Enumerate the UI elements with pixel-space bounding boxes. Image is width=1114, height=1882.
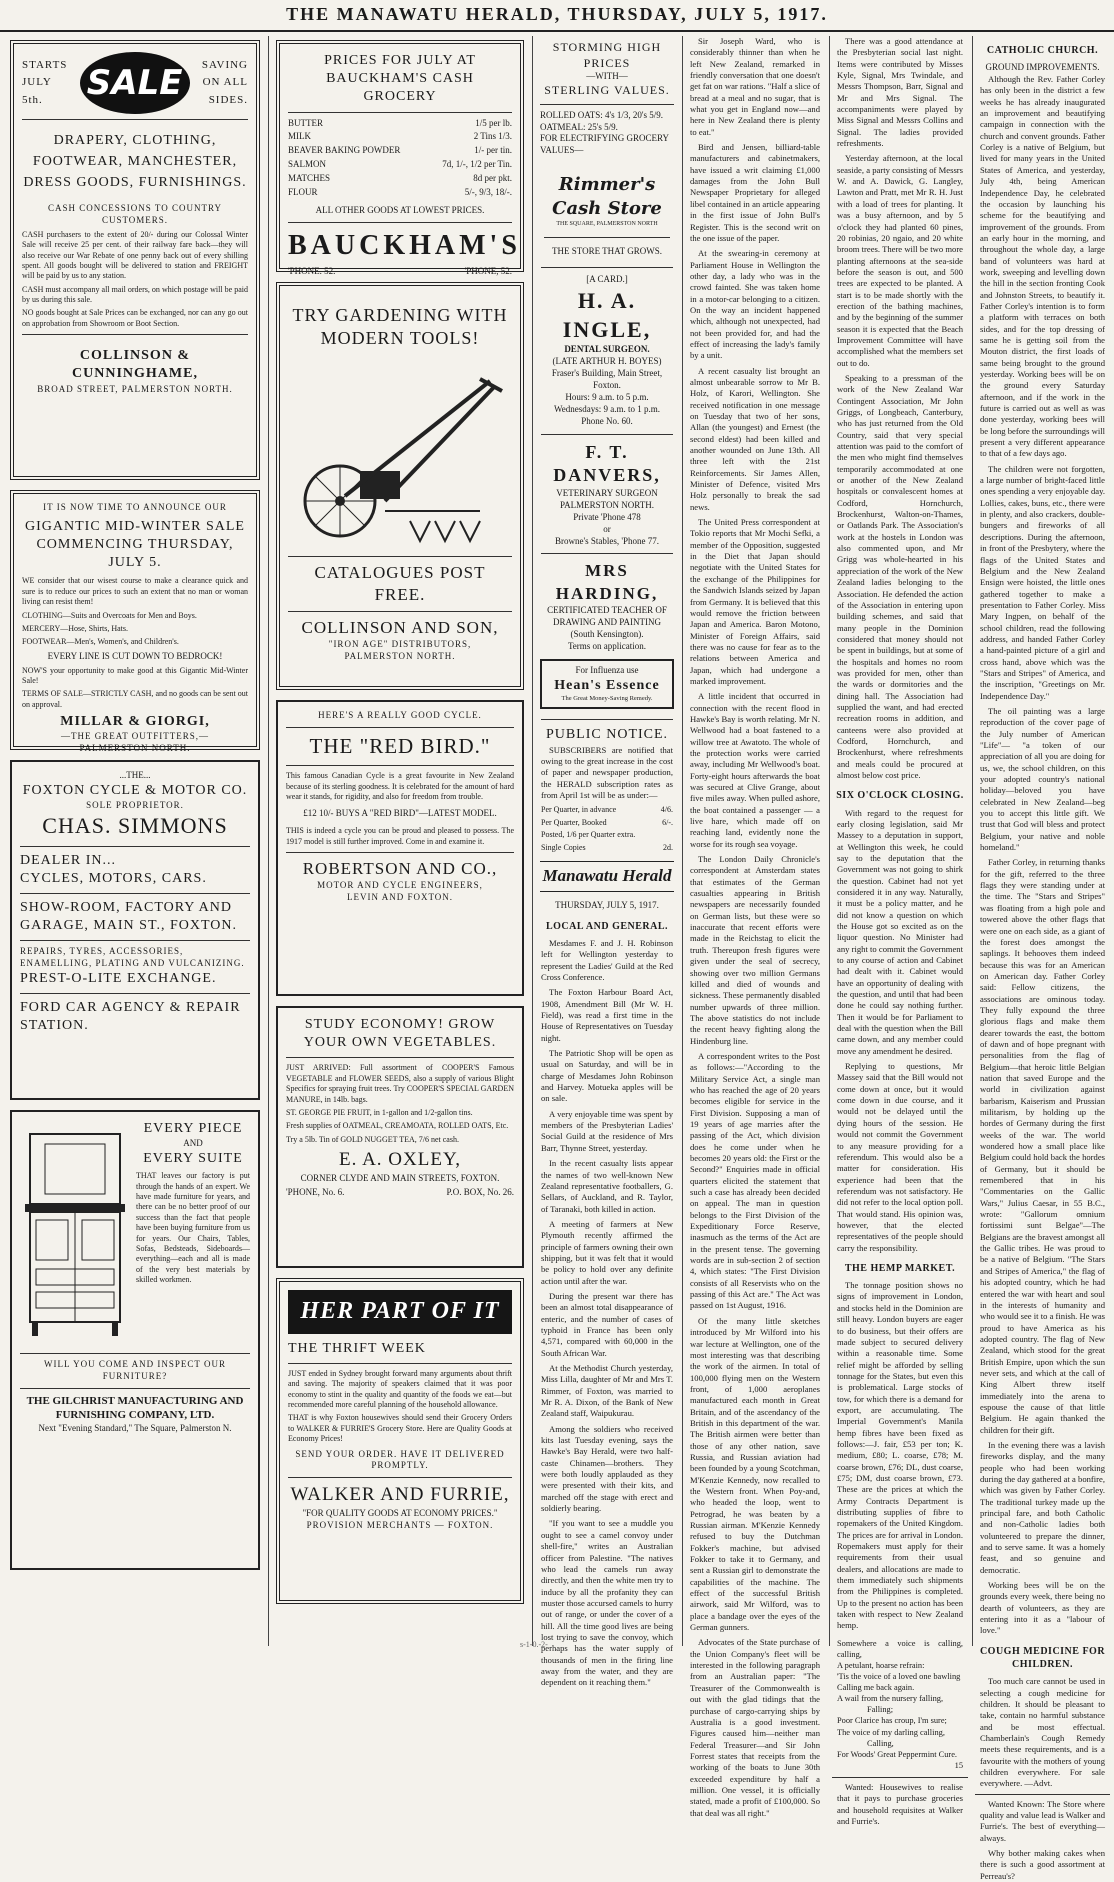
cycle-intro: HERE'S A REALLY GOOD CYCLE. — [318, 710, 482, 720]
simmons-the: ...THE... — [119, 770, 151, 780]
news-paragraph: With regard to the request for early closing legislation, said Mr Massey to a deputation in support, at Wellington this week, he could say to the deputation that the Government was not going to shirk the question. Cabinet had not yet considered it in any way. Naturally, it must be a policy matter, and he did not know a question on which the House got so excited as on the liquor question. No Minister had any right to commit the Government to any course of action and Cabinet had dealt with it. Cabinet would have an opportunity of dealing with the question, and until that had been done he could say nothing further. Then it would be for Parliament to deal with the question when the Bill came down, and any member could move any amendment he desired. — [837, 807, 963, 1056]
news-paragraph: At the Methodist Church yesterday, Miss Lilla, daughter of Mr and Mrs T. Rimmer, of Foxton, was married to Mr R. A. Dixon, of the Bank of New Zealand staff, Waipukurau. — [541, 1363, 673, 1419]
sale-left-2: JULY — [22, 76, 52, 89]
news-paragraph: Speaking to a pressman of the work of the New Zealand War Contingent Association, Mr John Griggs, of Longbeach, Canterbury, who has just returned from the Old Country, said that very special attention was paid to the comfort of the men who might find themselves temporarily accommodated at one or another of the New Zealand hospitals or convalescent homes at Codford, Hornchurch, Brockenhurst, Walton-on-Thames, or Oatlands Park. The Association's work at the hostels in London was also commented upon, and Mr Grigg was whole-hearted in his appreciation of the work of the New Zealand ladies belonging to the Association. He defended the action of the Association in entering upon building schemes, and said that many people in the Dominion considered that money should not be spent in buildings, but at some of the hospitals and homes no room was provided for men, other than the wards or dormitories and the dining hall. The Association had supplied the want, and had erected recreation rooms in addition, and canteens were also provided at Codford, Hornchurch, and Brockenhurst, where refreshments and meals could be procured at almost below cost price. — [837, 372, 963, 780]
sale-saving — [202, 57, 248, 110]
simmons-line-1: CYCLES, MOTORS, CARS. — [20, 870, 207, 886]
public-notice — [541, 719, 673, 853]
news-paragraph: The London Daily Chronicle's correspondent at Amsterdam states that estimates of the German casualties appearing in British newspapers are necessarily founded on German lists, but these were so inaccurate that recent efforts were made in the Reichstag to elicit the truth. Thereupon fresh figures were given under the seal of secrecy, showing over two million Germans killed and died of wounds and sickness. These permanently disabled number upwards of three million. The above statistics do not include the recent heavy fighting along the Hindenburg line. — [690, 854, 820, 1046]
grocery-note: ALL OTHER GOODS AT LOWEST PRICES. — [315, 204, 485, 215]
simmons-line-2: SHOW-ROOM, FACTORY AND GARAGE, MAIN ST., FOXTON. — [20, 899, 237, 934]
millar-address: PALMERSTON NORTH. — [79, 743, 191, 754]
simmons-name: CHAS. SIMMONS — [42, 812, 228, 838]
news-paragraph: Among the soldiers who received kits last Tuesday evening, says the Hawke's Bay Herald, were two half-caste Chinamen—brothers. They were both loudly applauded as they were presented with their kits, and marched off the stage with erect and soldierly bearing. — [541, 1423, 673, 1514]
oxley-firm: E. A. OXLEY, — [339, 1149, 461, 1171]
garden-tag: "IRON AGE" DISTRIBUTORS, — [328, 639, 472, 650]
news-paragraph: There was a good attendance at the Presbyterian social last night. Items were contributed by Misses Kyle, Signal, Mrs Twindale, and Messrs Thompson, Barr, Signal and Mr and Mrs Signal. The accompaniments were played by Miss Signal and Messrs Collins and Signal. The ladies provided refreshments. — [837, 36, 963, 149]
cycle-para-1: This famous Canadian Cycle is a great favourite in New Zealand because of its sterling goodness. It is celebrated for the amount of hard wear it stands, for rigidity, and also for freedom from trouble. — [286, 771, 514, 801]
news-paragraph: Bird and Jensen, billiard-table manufacturers and cabinetmakers, have issued a writ claiming £1,000 damages from the John Bull Newspaper Proprietary for alleged libel contained in an article appearing in the first issue of John Bull's Register. This is the second writ on the one issue of the paper. — [690, 142, 820, 243]
rimmer-ad — [536, 36, 678, 261]
price-row — [288, 145, 512, 157]
sale-concession: CASH CONCESSIONS TO COUNTRY CUSTOMERS. — [48, 203, 222, 225]
rate-row — [541, 843, 673, 854]
poem-line: For Woods' Great Peppermint Cure. — [837, 1749, 958, 1759]
rimmer-title: STORMING HIGH PRICES — [552, 40, 662, 70]
garden-ad — [276, 282, 524, 690]
collinson-firm: COLLINSON & CUNNINGHAME, — [72, 348, 198, 382]
column-rule — [972, 36, 973, 1646]
rate-value: 4/6. — [660, 805, 673, 815]
oxley-ad — [276, 1006, 524, 1268]
masthead: THE MANAWATU HERALD, THURSDAY, JULY 5, 1917. — [0, 0, 1114, 32]
sale-right-2: ON ALL — [202, 76, 248, 89]
item-name: MATCHES — [288, 173, 331, 184]
poem-line: A wail from the nursery falling, — [837, 1694, 944, 1704]
section-heading: LOCAL AND GENERAL. — [545, 920, 669, 932]
news-paragraph: Although the Rev. Father Corley has only been in the district a few weeks he has already inaugurated an improvement and beautifying campaign in connection with the church and convent grounds. Father Corley is a native of Belgium, but lived for many years in the United States of America, and yesterday, July 4th, being American Independence Day, he celebrated the occasion by launching his scheme for the beautifying and improvement of the grounds. From an early hour in the morning, and throughout the whole day, a large band of volunteers was hard at work, sweeping and levelling down the hill in the section fronting Cook and Johnston Streets, to beautify it. Father Corley's intention is to form a platform with terraces on both sides, and for the top dressing of same he is getting soil from the Mouton district, the first loads of same being brought to the ground yesterday. Working bees will be on the ground every Saturday afternoon, and if the work in the future is carried out as well as was done yesterday, working bees will be long before the surroundings will present a very different appearance to that of a few days ago. — [980, 74, 1105, 459]
simmons-prop: SOLE PROPRIETOR. — [86, 800, 184, 811]
gilchrist-head-3: EVERY SUITE — [143, 1151, 243, 1167]
paper-title: Manawatu Herald — [540, 861, 674, 891]
column-rule — [268, 36, 269, 1646]
rate-row — [541, 805, 673, 816]
sale-right-3: SIDES. — [208, 93, 248, 106]
simmons-line-3: REPAIRS, TYRES, ACCESSORIES, ENAMELLING, PLATING AND VULCANIZING. — [20, 946, 245, 969]
harding-name: MRS HARDING, — [555, 561, 659, 603]
gilchrist-address: Next "Evening Standard," The Square, Palmerston N. — [38, 1422, 232, 1433]
rimmer-tag: THE STORE THAT GROWS. — [551, 245, 662, 256]
harding-card — [541, 553, 673, 652]
millar-list-3: FOOTWEAR—Men's, Women's, and Children's. — [22, 637, 179, 647]
danvers-phone-1: Private 'Phone 478 — [573, 511, 641, 522]
col5-article — [832, 36, 968, 781]
rate-label: Per Quarter, in advance — [541, 805, 617, 815]
danvers-card — [541, 434, 673, 548]
oxley-box: P.O. BOX, No. 26. — [446, 1186, 514, 1197]
sale-para-2: CASH must accompany all mail orders, on which postage will be paid by us during this sale. — [22, 284, 248, 305]
thrift-para-2: THAT is why Foxton housewives should send their Grocery Orders to WALKER & FURRIE'S Grocery Store. Here are Quality Goods at Economy Prices! — [288, 1413, 512, 1444]
sale-para-3: NO goods bought at Sale Prices can be exchanged, nor can any go out on approbation from Showroom or Boot Section. — [22, 308, 248, 328]
harding-line-3: Terms on application. — [567, 640, 647, 651]
simmons-ad — [10, 760, 260, 1100]
her-part-banner: HER PART OF IT — [288, 1290, 512, 1334]
rate-label: Per Quarter, Booked — [541, 817, 607, 827]
danvers-title: VETERINARY SURGEON — [556, 488, 658, 498]
wanted-notice — [832, 1777, 968, 1827]
news-paragraph: At the swearing-in ceremony at Parliament House in Wellington the other day, a lady who was in the crowd fainted. She was taken home in a motor-car belonging to a citizen. On the way an incident happened which, although not unexpected, had not been provided for, and had the effect of increasing the lady's family by a unit. — [690, 248, 820, 361]
sale-goods: DRAPERY, CLOTHING, FOOTWEAR, MANCHESTER, DRESS GOODS, FURNISHINGS. — [23, 133, 247, 190]
news-paragraph: A very enjoyable time was spent by members of the Presbyterian Ladies' Social Guild at the residence of Mrs Barr, Thynne Street, yesterday. — [541, 1108, 673, 1153]
grocery-title: PRICES FOR JULY AT BAUCKHAM'S CASH GROCERY — [324, 53, 476, 105]
rate-row — [541, 830, 673, 841]
essence-for: For Influenza use — [575, 664, 639, 675]
column-rule — [682, 36, 683, 1646]
poem-line: A petulant, hoarse refrain: — [837, 1660, 925, 1670]
rate-label: Posted, 1/6 per Quarter extra. — [541, 830, 636, 840]
poem-line: Calling me back again. — [837, 1683, 915, 1693]
column-2 — [272, 36, 528, 1646]
rate-label: Single Copies — [541, 842, 586, 852]
poem-line: Somewhere a voice is calling, calling, — [837, 1638, 963, 1659]
item-price: 1/5 per lb. — [475, 117, 512, 128]
furrie-ad — [276, 1278, 524, 1604]
item-price: 7d, 1/-, 1/2 per Tin. — [442, 159, 512, 170]
notice-text: SUBSCRIBERS are notified that owing to the great increase in the cost of paper and newspaper production, the HERALD subscription rates as from April 1st will be as under:— — [541, 744, 673, 800]
simmons-line-4: PREST-O-LITE EXCHANGE. — [20, 971, 217, 987]
news-paragraph: Yesterday afternoon, at the local seaside, a party consisting of Messrs W. and A. Dawick, G. Langley, Lawton and Pratt, met Mr R. H. Just with a load of trees for planting. It was a busy afternoon, and by 5 o'clock they had planted 60 pines, 20 robinias, 20 ngaio, and 20 white broom trees. There will be two more planting afternoons at the sea-side before the season is out, and 500 trees are expected to be planted. A start is to be made shortly with the erection of the bathing machines, and by the beginning of the summer season it is expected that the Beach Improvement Committee will have accomplished what the members set out to do. — [837, 153, 963, 368]
wanted-known — [975, 1794, 1110, 1882]
cough-heading: COUGH MEDICINE FOR CHILDREN. — [979, 1645, 1106, 1670]
hemp-heading: THE HEMP MARKET. — [844, 1262, 956, 1274]
sale-ad — [10, 40, 260, 480]
item-name: MILK — [288, 131, 311, 142]
rimmer-line-3: FOR ELECTRIFYING GROCERY VALUES— — [540, 133, 669, 156]
sale-left-1: STARTS — [22, 58, 68, 71]
wanted-text: Wanted: Housewives to realise that it pays to purchase groceries and household requisites at Walker and Furrie's. — [837, 1781, 963, 1826]
millar-terms: TERMS OF SALE—STRICTLY CASH, and no goods can be sent out on approval. — [22, 689, 248, 709]
column-rule — [532, 36, 533, 1646]
dateline: THURSDAY, JULY 5, 1917. — [555, 899, 659, 910]
garden-title: TRY GARDENING WITH MODERN TOOLS! — [292, 305, 508, 349]
rate-value: 2d. — [663, 842, 673, 852]
collinson-address: BROAD STREET, PALMERSTON NORTH. — [37, 383, 233, 394]
item-name: BUTTER — [288, 117, 323, 128]
news-paragraph: A meeting of farmers at New Plymouth recently affirmed the principle of farmers owning their own shipping, but it was felt that it would be policy to hold over any definite action until after the war. — [541, 1218, 673, 1286]
ingle-title: DENTAL SURGEON. — [564, 344, 650, 355]
essence-ad — [540, 659, 674, 710]
ingle-late: (LATE ARTHUR H. BOYES) — [552, 356, 662, 367]
col4-article — [685, 36, 825, 1819]
price-row — [288, 159, 512, 171]
news-paragraph: The Patriotic Shop will be open as usual on Saturday, and will be in charge of Mesdames John Robinson and Harvey. Motueka apples will be on sale. — [541, 1048, 673, 1104]
news-paragraph: "If you want to see a muddle you ought to see a camel convoy under shell-fire," writes an Australian officer from Palestine. "The natives who lead the camels run away directly, and then the white men try to induce by all the profanity they can muster those accursed camels to hurry out of range, or under the cover of a hill. All the time good lives are being lost trying to save the convoy, which perhaps has the water supply of thousands of men in the firing line away from the water, and they are dependent on it reaching them." — [541, 1518, 673, 1688]
sale-para-1: CASH purchasers to the extent of 20/- during our Colossal Winter Sale will receive 25 per cent. of their railway fare back—they will also receive our War Rebate of one penny back out of every shilling spent. All goods bought will be delivered to station and FREIGHT will be paid by us to any station. — [22, 229, 248, 281]
catholic-article — [975, 74, 1110, 1637]
oxley-para-1: JUST ARRIVED: Full assortment of COOPER'S Famous VEGETABLE and FLOWER SEEDS, also a supply of various Blight Specifics for spraying fruit trees. Try COOPER'S SPECIAL GARDEN MANURE, in 14lb. bags. — [286, 1063, 514, 1104]
millar-cut: EVERY LINE IS CUT DOWN TO BEDROCK! — [47, 650, 223, 661]
item-name: BEAVER BAKING POWDER — [288, 145, 401, 156]
news-paragraph: Of the many little sketches introduced by Mr Wilford into his war lecture at Wellington, one of the most interesting was that describing the work of the airmen. In total of 100,000 flying men on the Western front, of 1,000 aeroplanes manufactured each month in Great Britain, and of the ascendancy of the British in this department of the war. The British airmen were better than those of any other nation, save Russia, and Russian aviation had been founded by a young Scotchman, M'Kenzie Kennedy, now recalled to the Western front. When Poy-and, who headed the loop, went to Petrograd, he was beaten by a Russian airman. M'Kenzie Kennedy refused to buy the Dutchman Fokker's machine, but advised Fokker to take it to Germany, and sent a Russian girl to demonstrate the capabilities of the machine. The effect of the successful British airwork, said Mr Wilford, was to place a bandage over the eyes of the German gunners. — [690, 1315, 820, 1633]
price-row — [288, 118, 512, 130]
millar-list-1: CLOTHING—Suits and Overcoats for Men and Boys. — [22, 610, 197, 620]
furrie-firm: WALKER AND FURRIE, — [290, 1484, 510, 1506]
simmons-dealer: DEALER IN... — [20, 852, 116, 868]
poem-line: Falling; — [867, 1705, 894, 1715]
news-paragraph: Father Corley, in returning thanks for the gift, referred to the three flags they were standing under at the time. The "Stars and Stripes" was floating from a high pole and towered above the other flags that were one on each side, as a giant of the forest does amongst the saplings. It behooves them indeed because this was for an American on American day. Father Corley said: Fellow citizens, the associations are ominous today. They fully expound the three glorious flags and make them dearer towards the east, the bottom of dawn and of hope pregnant with personalities from the flag of Belgium—that heroic little Belgian nation that saved Europe and the world in civilization against barbarism, Kaiserism and Prussian militarism, by holding up the hordes of Germany during the first weeks of the war. The world wondered how a small place like Belgium could hold back the hordes of Germany, but it should be remembered that in his "Commentaries on the Gallic Wars," Julius Caesar, in 55 B.C., wrote: "Gallorum omnium fortissimi sunt Belgae"—The Belgians are the bravest amongst all the Gallic tribes. He was proud to be a native of Belgium. "The Stars and Stripes of America," the flag of his adopted country, which he had entered the war with heart and soul in the interests of humanity and who would see it to a finish. He was proud to have America as his adopted country. The flag of New Zealand, which stood for the great British Empire, upon which the sun never sets, and which at the call of King Albert threw itself immediately into the arena to espouse the cause of that little Belgium. He again thanked the children for their gift. — [980, 857, 1105, 1435]
rimmer-line-1: ROLLED OATS: 4's 1/3, 20's 5/9. — [540, 109, 663, 120]
news-paragraph: The oil painting was a large reproduction of the cover page of the July number of American "Life"— "a token of our appreciation of all you are doing for us, we, the school children, on this your adopted country's national holiday—beloved you have celebrated in New Zealand—beg you to accept this little gift. We trust that God will bless and protect Belgium, your native and noble homeland." — [980, 705, 1105, 853]
poem-line: 'Tis the voice of a loved one bawling — [837, 1672, 961, 1682]
bauckham-firm: BAUCKHAM'S — [288, 229, 521, 261]
news-paragraph: The Foxton Harbour Board Act, 1908, Amendment Bill (Mr W. H. Field), was read a first time in the House of Representatives on Tuesday night. — [541, 987, 673, 1043]
rate-row — [541, 818, 673, 829]
item-price: 1/- per tin. — [474, 145, 512, 156]
thrift-para-1: JUST ended in Sydney brought forward many arguments about thrift and saving. The majority of speakers claimed that it was poor economy to stint in the quality and quantity of the foods we eat—but recommended more careful planning of the household allowance. — [288, 1368, 512, 1410]
poem-number: 15 — [954, 1760, 963, 1770]
harding-line-2: (South Kensington). — [570, 629, 644, 639]
grocery-ad — [276, 40, 524, 277]
ingle-address: Fraser's Building, Main Street, Foxton. — [551, 368, 663, 390]
ingle-hours: Hours: 9 a.m. to 5 p.m. Wednesdays: 9 a.m. to 1 p.m. — [553, 391, 660, 414]
garden-catalogue: CATALOGUES POST FREE. — [314, 562, 486, 604]
rimmer-sub: STERLING VALUES. — [544, 83, 670, 98]
news-paragraph: The tonnage position shows no signs of improvement in London, and stocks held in the Dominion are still heavy. London buyers are eager to do business, but their offers are made subject to secured delivery within a reasonable time. Some relief might be afforded by selling tonnage for the States, but even this is problematical. Large stocks of tow, for which there is a demand for export, are accumulating. The Imperial Government's Manila hemp fibres have been fixed as follows:—J. fair, £53 per ton; K. medium, £80; L. coarse, £78; M. coarse brown, £76; DL, dust coarse, £75; DM, dust coarse brown, £73. These are the prices at which the Army Contracts Department is distributing supplies of fibre to ropemakers of the United Kingdom. The prices are for arrival in London. Ropemakers must apply for their requirements from their usual dealers, and allocations are made to them immediately such shipments from the Philippines is completed. Up to the present no action has been taken with respect to New Zealand hemp. — [837, 1280, 963, 1631]
rate-value: 6/-. — [662, 817, 673, 827]
cycle-price: £12 10/- BUYS A "RED BIRD"—LATEST MODEL. — [303, 808, 497, 819]
robertson-address: LEVIN AND FOXTON. — [346, 891, 454, 902]
news-paragraph: A little incident that occurred in connection with the recent flood in Hawke's Bay is worth relating. Mr N. Wellwood had a boat fastened to a willow tree at Awatoto. The whole of the protection works were carried away, including Mr Wellwood's boat. Forty-eight hours afterwards the boat was secured at Clive Grange, about five miles away. When pulled ashore, the boat contained a passenger — a live hare, which made off on reaching land, evidently none the worse for its rough sea voyage. — [690, 691, 820, 849]
cycle-title: THE "RED BIRD." — [309, 733, 491, 758]
price-row — [288, 173, 512, 185]
column-5 — [832, 36, 968, 1826]
robertson-firm: ROBERTSON AND CO., — [302, 859, 498, 878]
poem-line: Poor Clarice has croup, I'm sure; — [837, 1716, 947, 1726]
danvers-address: PALMERSTON NORTH. — [560, 499, 654, 510]
column-4 — [685, 36, 825, 1818]
millar-headline: GIGANTIC MID-WINTER SALE COMMENCING THURSDAY, JULY 5. — [25, 518, 245, 571]
millar-para-2: NOW'S your opportunity to make good at this Gigantic Mid-Winter Sale! — [22, 665, 248, 686]
robertson-tag: MOTOR AND CYCLE ENGINEERS, — [317, 880, 483, 891]
millar-para-1: WE consider that our wisest course to make a clearance quick and sure is to reduce our prices to such an extent that no man or woman living can resist them! — [22, 576, 248, 607]
oxley-para-2: ST. GEORGE PIE FRUIT, in 1-gallon and 1/2-gallon tins. — [286, 1107, 473, 1117]
millar-ad — [10, 490, 260, 754]
furrie-merchants: PROVISION MERCHANTS — FOXTON. — [306, 1519, 494, 1530]
millar-intro: IT IS NOW TIME TO ANNOUNCE OUR — [43, 502, 227, 512]
oxley-contact — [286, 1187, 514, 1199]
news-paragraph: Sir Joseph Ward, who is considerably thinner than when he left New Zealand, remarked in friendly conversation that one doesn't get fat on war rations. "Half a slice of bread at a meal and no sugar, that is what you get in England now—and here in New Zealand there is plenty to eat." — [690, 36, 820, 137]
ingle-name: H. A. INGLE, — [562, 288, 652, 343]
furrie-tag: "FOR QUALITY GOODS AT ECONOMY PRICES." — [302, 1508, 498, 1519]
news-paragraph: The United Press correspondent at Tokio reports that Mr Mochi Sefki, a member of the Opposition, suggested in the Diet that Japan should negotiate with the United States for the exchange of the Philippines for the Sandwich Islands seized by Japan from Germany. It is believed that this would remove the friction between Japan and America. Baron Motono, Minister of Foreign Affairs, said there was no cause for fear as to the relations between America and Japan, which had undergone a marked improvement. — [690, 517, 820, 686]
oxley-phone: 'PHONE, No. 6. — [286, 1186, 345, 1197]
news-paragraph: Mesdames F. and J. H. Robinson left for Wellington yesterday to represent the Ladies' Guild at the Red Cross Conference. — [541, 937, 673, 983]
closing-article — [832, 808, 968, 1254]
sideboard-icon — [20, 1124, 130, 1344]
rimmer-line-2: OATMEAL: 25's 5/9. — [540, 121, 618, 132]
rimmer-logo-script: Rimmer's Cash Store — [552, 174, 662, 219]
notice-title: PUBLIC NOTICE. — [545, 727, 669, 743]
cycle-ad — [276, 700, 524, 996]
oxley-address: CORNER CLYDE AND MAIN STREETS, FOXTON. — [300, 1172, 500, 1183]
news-paragraph: Too much care cannot be used in selecting a cough medicine for children. It should be pleasant to take, contain no harmful substance and be most effectual. Chamberlain's Cough Remedy meets these requirements, and is a favourite with the mothers of young children everywhere. For sale everywhere. —Advt. — [980, 1676, 1105, 1789]
column-6 — [975, 36, 1110, 1881]
danvers-name: F. T. DANVERS, — [553, 441, 661, 486]
news-paragraph: In the recent casualty lists appear the names of two well-known New Zealand representative footballers, G. Sellars, of Auckland, and R. Taylor, of Taranaki, both killed in action. — [541, 1158, 673, 1214]
closing-heading: SIX O'CLOCK CLOSING. — [836, 790, 964, 802]
notice-body — [541, 745, 673, 802]
simmons-line-5: FORD CAR AGENCY & REPAIR STATION. — [20, 1000, 241, 1034]
price-row — [288, 187, 512, 199]
cough-article — [975, 1676, 1110, 1789]
news-paragraph: Replying to questions, Mr Massey said that the Bill would not come down at once, but it would come down in due course, and it would not be delayed until the dying hours of the session. He would not commit the Government to any measure providing for a referendum. This would also be a matter for consideration. His experience had been that the referendum was not satisfactory. He did not refer to the local option poll. That would stand. His opinion was, however, that the elected representatives of the people should carry the responsibility. — [837, 1061, 963, 1253]
wanted-text: Why bother making cakes when there is such a good assortment at Perreau's? — [980, 1848, 1105, 1881]
cycle-para-2: THIS is indeed a cycle you can be proud and pleased to possess. The 1917 model is still further improved. Come in and examine it. — [286, 826, 514, 846]
sale-left-3: 5th. — [22, 93, 43, 106]
column-rule — [829, 36, 830, 1646]
simmons-firm: FOXTON CYCLE & MOTOR CO. — [22, 782, 248, 798]
gilchrist-body: THAT leaves our factory is put through the hands of an expert. We have made furniture for years, and there can be no better proof of our success than the fact that people have been buying furniture from us for years. Our Chairs, Tables, Sofas, Bedsteads, Sideboards—everything—each and all is made of the very best materials by skilled workmen. — [136, 1171, 250, 1285]
column-3 — [536, 36, 678, 1688]
news-paragraph: A correspondent writes to the Post as follows:—"According to the Military Service Act, a single man who has reached the age of 20 years becomes eligible for service in the First Division. Supposing a man of 19 years of age marries after the passing of the Act, which division does he come under when he becomes 20 years old: the First or the Second?" Enquiries made in official quarters elicited the statement that such a case has already been decided on appeal. The man in question belongs to the First Division of the Expeditionary Force Reserve, inasmuch as the terms of the Act are in the present tense. The governing words are in sub-section 2 of section 4, which states: "The First Division consists of all Reservists who on the passing of this Act are." The Act was passed on 1st August, 1916. — [690, 1050, 820, 1311]
sale-badge: SALE — [80, 52, 190, 114]
catholic-heading: CATHOLIC CHURCH. — [986, 45, 1099, 56]
hemp-article — [832, 1280, 968, 1632]
col3-article — [536, 938, 678, 1689]
news-paragraph: During the present war there has been an almost total disappearance of enteric, and the number of cases of typhoid in France has been only 4,571, compared with 60,000 in the South African War. — [541, 1290, 673, 1358]
poem — [832, 1638, 968, 1771]
millar-list-2: MERCERY—Hose, Shirts, Hats. — [22, 624, 129, 633]
danvers-phone-2: Browne's Stables, 'Phone 77. — [555, 535, 659, 546]
oxley-title: STUDY ECONOMY! GROW YOUR OWN VEGETABLES. — [303, 1017, 497, 1051]
oxley-para-3: Fresh supplies of OATMEAL, CREAMOATA, ROLLED OATS, Etc. — [286, 1121, 509, 1131]
gilchrist-head-2: AND — [183, 1138, 203, 1149]
rimmer-logo-sub: THE SQUARE, PALMERSTON NORTH — [556, 220, 658, 227]
oxley-para-4: Try a 5lb. Tin of GOLD NUGGET TEA, 7/6 net cash. — [286, 1134, 459, 1144]
phone-right: 'PHONE, 52. — [464, 266, 512, 277]
harding-line-1: CERTIFICATED TEACHER OF DRAWING AND PAINTING — [547, 605, 667, 628]
gilchrist-firm: THE GILCHRIST MANUFACTURING AND FURNISHING COMPANY, LTD. — [26, 1394, 244, 1422]
rimmer-with: —WITH— — [586, 71, 628, 82]
gilchrist-ad — [10, 1110, 260, 1570]
column-1 — [6, 36, 264, 1646]
wanted-text: Wanted Known: The Store where quality and value lead is Walker and Furrie's. The best of everything—always. — [980, 1798, 1105, 1843]
news-paragraph: Working bees will be on the grounds every week, there being no dearth of volunteers, as they are entering into it as a "labour of love." — [980, 1580, 1105, 1636]
item-name: FLOUR — [288, 186, 318, 197]
bauckham-phones — [288, 266, 512, 278]
essence-name: Hean's Essence — [554, 677, 660, 693]
news-paragraph: The children were not forgotten, a large number of bright-faced little ones spending a very enjoyable day. Lollies, cakes, buns, etc., there were in plenty, and also crackers, double-bungers and fireworks of all descriptions. During the afternoon, in front of the Presbytery, where the flags of the United States and Belgium and the New Zealand Ensign were hoisted, the little ones gathered together to make a presentation to Father Corley. Miss Mary Ingpen, on behalf of the school children, read the following address, and handed Father Corley a hand-painted picture of a girl and cross hand, above which was the "Stars and Stripes" of America, and the inscription, "Greetings on Mr. Independence Day." — [980, 463, 1105, 701]
price-row — [288, 131, 512, 143]
card-label: [A CARD.] — [586, 274, 628, 285]
poem-line: The voice of my darling calling, — [837, 1727, 945, 1737]
ingle-card — [541, 267, 673, 427]
rimmer-logo — [544, 165, 670, 237]
garden-address: PALMERSTON NORTH. — [344, 650, 456, 661]
item-price: 2 Tins 1/3. — [473, 131, 512, 142]
poem-line: Calling, — [867, 1738, 894, 1748]
garden-firm: COLLINSON AND SON, — [301, 617, 499, 637]
gilchrist-head-1: EVERY PIECE — [143, 1121, 243, 1136]
thrift-title: THE THRIFT WEEK — [288, 1340, 426, 1356]
sale-start — [22, 57, 67, 110]
item-price: 8d per pkt. — [473, 173, 512, 184]
item-name: SALMON — [288, 159, 327, 170]
sale-banner — [22, 52, 248, 114]
garden-seeder-icon — [290, 361, 510, 551]
news-paragraph: A recent casualty list brought an almost unbearable sorrow to Mr B. Holz, of Karori, Wellington. She received notification in one message on Tuesday that two of her sons, Allan (the youngest) and Ernest (the second eldest) had been killed and another wounded on June 13th. All three left with the 21st Reinforcements. Sir James Allen, Minister of Defence, visited Mrs Holz personally to break the sad news. — [690, 365, 820, 512]
gilchrist-invite: WILL YOU COME AND INSPECT OUR FURNITURE? — [44, 1359, 226, 1381]
news-paragraph: In the evening there was a lavish fireworks display, and the many people who had been working during the day gathered at a bonfire, which was given by Father Corley. The traditional turkey made up the principal fare, and both Catholic and non-Catholic ladies both volunteered to prepare the dinner, and to serve same. It was a homely feast, and so genuine and democratic. — [980, 1439, 1105, 1575]
millar-firm: MILLAR & GIORGI, — [60, 714, 210, 730]
page-footer-mark: s-1-0.-2- — [520, 1640, 548, 1649]
ingle-phone: Phone No. 60. — [581, 415, 633, 426]
item-price: 5/-, 9/3, 18/-. — [464, 186, 512, 197]
essence-sub: The Great Money-Saving Remedy. — [561, 694, 653, 702]
millar-tag: —THE GREAT OUTFITTERS,— — [60, 731, 210, 742]
danvers-or: or — [603, 523, 611, 534]
news-paragraph: Advocates of the State purchase of the Union Company's fleet will be interested in the following paragraph from an Australian paper: "The Treasurer of the Commonwealth is out with the glad tidings that the purchase of cargo-carrying ships by Australia is a good investment. Figures caused him—neither man Federal Treasurer—and Sir John Forrest states that receipts from the working of the boats to June 30th exceeded expenditure by half a million. One vessel, it is officially stated, made a profit of £100,000. So that deal was all right." — [690, 1637, 820, 1818]
catholic-subheading: GROUND IMPROVEMENTS. — [985, 62, 1100, 73]
phone-left: 'PHONE. 52. — [288, 266, 336, 277]
sale-right-1: SAVING — [201, 58, 248, 71]
thrift-send: SEND YOUR ORDER. HAVE IT DELIVERED PROMPTLY. — [295, 1448, 505, 1471]
